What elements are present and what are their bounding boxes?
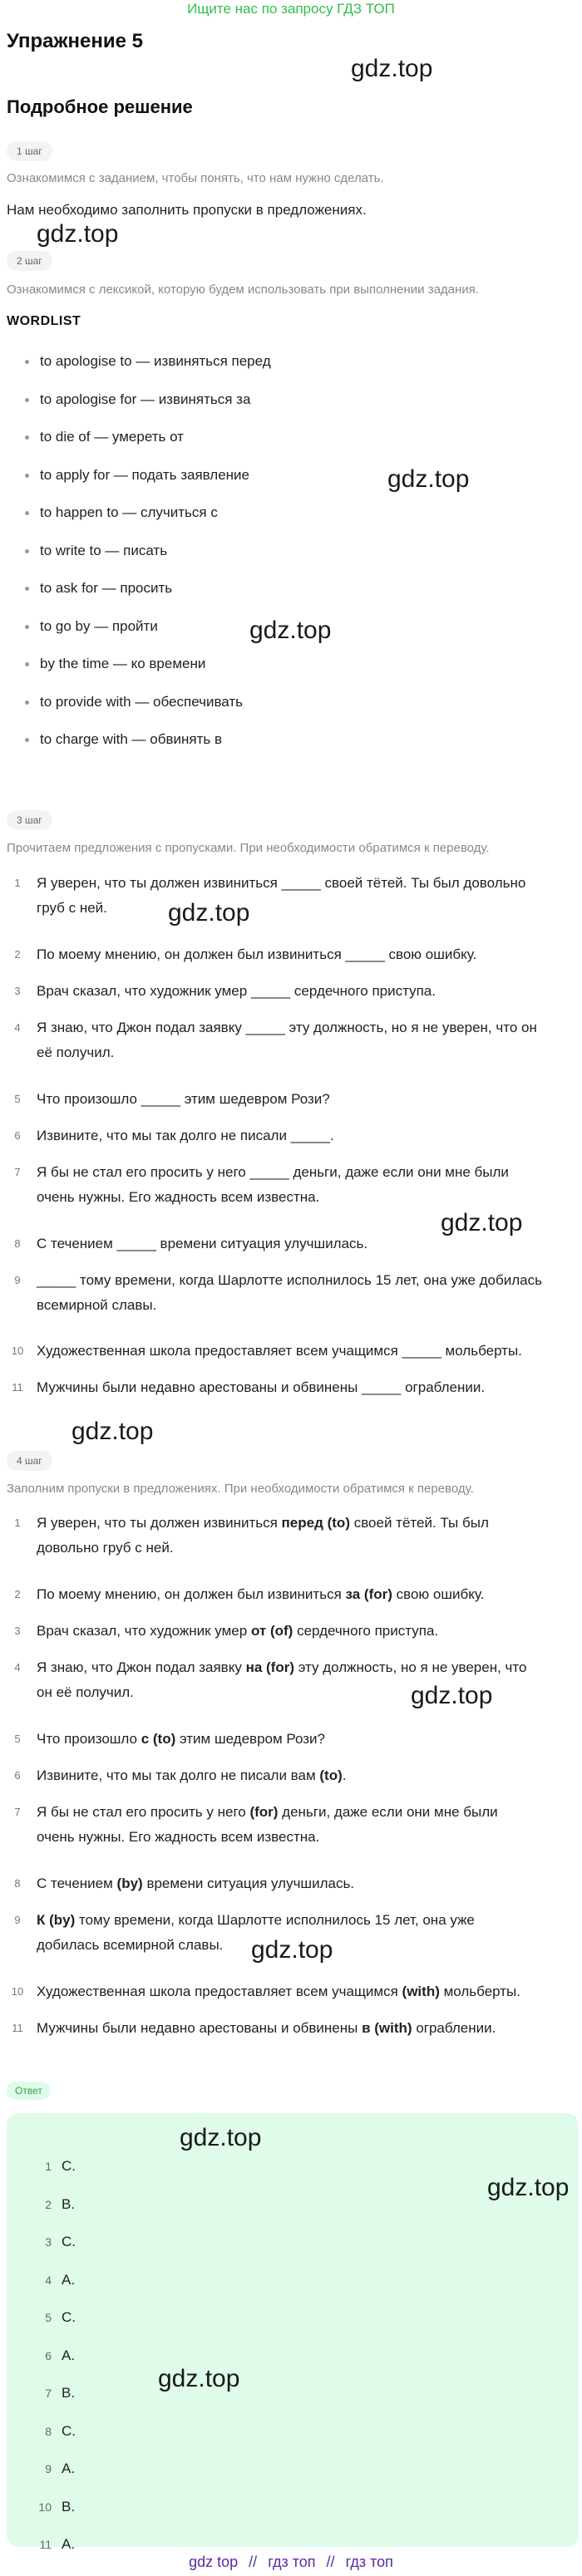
sentence-line: Мужчины были недавно арестованы и обвинены _____ ограблении. xyxy=(37,1379,486,1395)
sentence-post: сердечного приступа. xyxy=(293,1623,439,1639)
sentence-pre: Художественная школа предоставляет всем учащимся xyxy=(37,1984,402,1999)
bullet-icon xyxy=(25,738,29,742)
sentence-number: 6 xyxy=(14,1769,21,1782)
sentence-line xyxy=(37,1871,569,1896)
sentence-post: эту должность, но я не уверен, что xyxy=(294,1659,527,1675)
sentence-pre: Извините, что мы так долго не писали вам xyxy=(37,1767,320,1783)
sentence-post: этим шедевром Рози? xyxy=(175,1731,326,1747)
sentence-pre: По моему мнению, он должен был извиниться xyxy=(37,1586,346,1602)
answer-value: C. xyxy=(62,2309,76,2325)
answer-number: 10 xyxy=(38,2500,52,2514)
sentence-post: ограблении. xyxy=(412,2020,496,2036)
sentence-line: довольно груб с ней. xyxy=(37,1540,174,1556)
sentence-number: 1 xyxy=(14,1517,21,1529)
sentence-line: Я знаю, что Джон подал заявку _____ эту должность, но я не уверен, что он xyxy=(37,1020,537,1035)
sentence-number: 8 xyxy=(14,1237,21,1250)
wordlist-item-text: to ask for — просить xyxy=(40,580,173,596)
sentence-text xyxy=(37,1087,569,1112)
answer-badge: Ответ xyxy=(7,2082,51,2100)
sentence-number: 10 xyxy=(11,1345,24,1357)
wordlist-item xyxy=(25,694,524,732)
sentence-post: свою ошибку. xyxy=(392,1586,485,1602)
sentence-number: 2 xyxy=(14,1588,21,1600)
watermark: gdz.top xyxy=(251,1936,333,1964)
sentence-number: 2 xyxy=(14,948,21,961)
sentence-pre: Я бы не стал его просить у него xyxy=(37,1804,250,1820)
answer-value: C. xyxy=(62,2158,76,2174)
sentence-text xyxy=(37,2016,569,2041)
sentence-pre: С течением xyxy=(37,1875,117,1891)
sentence-text xyxy=(37,1375,569,1400)
sentence-number: 9 xyxy=(14,1914,21,1926)
sentence-pre: Врач сказал, что художник умер xyxy=(37,1623,251,1639)
wordlist-item-text: to happen to — случиться с xyxy=(40,504,218,520)
sentence-pre: Что произошло xyxy=(37,1731,141,1747)
sentence-line xyxy=(37,1655,569,1680)
sentence-number: 4 xyxy=(14,1661,21,1674)
bullet-icon xyxy=(25,662,29,666)
answer-highlight: за (for) xyxy=(345,1586,392,1602)
answer-value: B. xyxy=(62,2385,76,2401)
wordlist-item-text: to go by — пройти xyxy=(40,617,158,634)
answer-number: 11 xyxy=(39,2538,52,2551)
sentence-text xyxy=(37,979,569,1004)
step-1-label: 1 шаг xyxy=(7,141,52,161)
top-banner[interactable]: Ищите нас по запросу ГДЗ ТОП xyxy=(187,1,395,17)
answer-highlight: с (to) xyxy=(141,1731,176,1747)
sentence-line xyxy=(37,1727,569,1752)
sentence-number: 11 xyxy=(12,2022,23,2034)
wordlist-item-text: to apologise to — извиняться перед xyxy=(40,353,271,369)
answer-highlight: (to) xyxy=(319,1767,343,1783)
sentence-text xyxy=(37,1979,569,2004)
answer-number: 7 xyxy=(45,2387,52,2400)
step-1-text: Нам необходимо заполнить пропуски в предложениях. xyxy=(7,202,367,218)
wordlist-title: WORDLIST xyxy=(7,314,81,328)
sentence-text xyxy=(37,1339,569,1364)
sentence-post: тому времени, когда Шарлотте исполнилось 15 лет, она уже xyxy=(75,1912,475,1928)
sentence-text xyxy=(37,1871,569,1896)
answer-number: 8 xyxy=(45,2424,52,2438)
sentence-line xyxy=(37,1619,569,1644)
bullet-icon xyxy=(25,511,29,515)
answer-number: 1 xyxy=(45,2160,52,2173)
sentence-number: 1 xyxy=(14,877,21,889)
footer-link-3[interactable]: гдз топ xyxy=(345,2554,393,2570)
watermark: gdz.top xyxy=(249,617,332,644)
sentence-text xyxy=(37,1727,569,1752)
sentence-post: . xyxy=(342,1767,347,1783)
sentence-pre: Я уверен, что ты должен извиниться xyxy=(37,1515,282,1531)
answer-number: 2 xyxy=(45,2197,52,2211)
watermark: gdz.top xyxy=(72,1418,154,1445)
watermark: gdz.top xyxy=(37,220,119,248)
sentence-text xyxy=(37,1582,569,1607)
watermark: gdz.top xyxy=(487,2174,570,2201)
sentence-line: груб с ней. xyxy=(37,900,107,916)
footer-link-1[interactable]: gdz top xyxy=(189,2554,239,2570)
sentence-pre: Мужчины были недавно арестованы и обвинены xyxy=(37,2020,363,2036)
step-2-label: 2 шаг xyxy=(7,251,52,271)
sentence-text xyxy=(37,871,569,921)
sentence-line: очень нужны. Его жадность всем известна. xyxy=(37,1829,320,1845)
wordlist-item-text: to apologise for — извиняться за xyxy=(40,391,251,407)
bullet-icon xyxy=(25,587,29,591)
watermark: gdz.top xyxy=(387,465,470,493)
wordlist-item xyxy=(25,353,524,391)
wordlist-item xyxy=(25,504,524,543)
sentence-line: Я бы не стал его просить у него _____ деньги, даже если они мне были xyxy=(37,1164,509,1180)
sentence-post: деньги, даже если они мне были xyxy=(278,1804,498,1820)
sentence-text xyxy=(37,1015,569,1065)
footer-links xyxy=(0,2554,582,2571)
answer-highlight: в (with) xyxy=(362,2020,412,2036)
sentence-number: 5 xyxy=(14,1733,21,1745)
sentence-line: Что произошло _____ этим шедевром Рози? xyxy=(37,1091,330,1107)
bullet-icon xyxy=(25,549,29,553)
sentence-line xyxy=(37,2016,569,2041)
answer-highlight: перед (to) xyxy=(281,1515,350,1531)
sentence-post: мольберты. xyxy=(439,1984,520,1999)
sentence-line: её получил. xyxy=(37,1045,115,1060)
sentence-pre: Я знаю, что Джон подал заявку xyxy=(37,1659,246,1675)
sentence-line: С течением _____ времени ситуация улучшилась. xyxy=(37,1236,368,1251)
sentence-text xyxy=(37,942,569,967)
wordlist-item xyxy=(25,543,524,581)
sentence-post: своей тётей. Ты был xyxy=(349,1515,489,1531)
step-3-note: Прочитаем предложения с пропусками. При необходимости обратимся к переводу. xyxy=(7,841,490,855)
sentence-line: _____ тому времени, когда Шарлотте исполнилось 15 лет, она уже добилась xyxy=(37,1272,542,1288)
answer-number: 3 xyxy=(45,2235,52,2249)
answer-value: A. xyxy=(62,2536,76,2552)
wordlist-item xyxy=(25,731,524,769)
sentence-line: Художественная школа предоставляет всем учащимся _____ мольберты. xyxy=(37,1343,522,1359)
sentence-number: 3 xyxy=(14,1625,21,1637)
sentence-line xyxy=(37,1511,569,1536)
answer-number: 9 xyxy=(45,2462,52,2475)
sentence-text xyxy=(37,1763,569,1788)
sentence-line xyxy=(37,1763,569,1788)
sentence-text xyxy=(37,1123,569,1148)
sentence-line xyxy=(37,1979,569,2004)
sentence-text xyxy=(37,1160,569,1210)
bullet-icon xyxy=(25,701,29,705)
sentence-number: 6 xyxy=(14,1129,21,1142)
sentence-line xyxy=(37,1582,569,1607)
sentence-text xyxy=(37,1268,569,1318)
answer-value: C. xyxy=(62,2422,76,2439)
sentence-line: Врач сказал, что художник умер _____ сердечного приступа. xyxy=(37,983,436,999)
footer-sep-1: // xyxy=(249,2554,258,2570)
answer-highlight: (for) xyxy=(249,1804,279,1820)
answer-value: A. xyxy=(62,2347,76,2363)
sentence-line xyxy=(37,1908,569,1933)
bullet-icon xyxy=(25,435,29,440)
bullet-icon xyxy=(25,625,29,629)
footer-link-2[interactable]: гдз топ xyxy=(268,2554,316,2570)
answer-highlight: от (of) xyxy=(250,1623,293,1639)
sentence-line: Я уверен, что ты должен извиниться _____ своей тётей. Ты был довольно xyxy=(37,875,526,891)
sentence-line: он её получил. xyxy=(37,1684,134,1700)
watermark: gdz.top xyxy=(180,2124,262,2151)
sentence-number: 7 xyxy=(14,1166,21,1178)
answer-value: B. xyxy=(62,2195,76,2212)
answer-value: B. xyxy=(62,2498,76,2515)
wordlist-item-text: to charge with — обвинять в xyxy=(40,731,222,747)
answer-number: 5 xyxy=(45,2311,52,2324)
sentence-text xyxy=(37,1511,569,1561)
sentence-line: По моему мнению, он должен был извиниться _____ свою ошибку. xyxy=(37,946,477,962)
step-3-label: 3 шаг xyxy=(7,810,52,830)
sentence-number: 11 xyxy=(12,1381,23,1394)
sentence-number: 4 xyxy=(14,1021,21,1034)
answer-highlight: на (for) xyxy=(245,1659,294,1675)
sentence-line: Извините, что мы так долго не писали _____. xyxy=(37,1128,334,1143)
sentence-line: очень нужны. Его жадность всем известна. xyxy=(37,1189,320,1205)
step-4-label: 4 шаг xyxy=(7,1451,52,1471)
answer-number: 4 xyxy=(45,2273,52,2287)
answer-highlight: (with) xyxy=(402,1984,440,1999)
answer-highlight: (by) xyxy=(116,1875,143,1891)
wordlist-item-text: to apply for — подать заявление xyxy=(40,466,250,483)
wordlist-item xyxy=(25,580,524,618)
watermark: gdz.top xyxy=(411,1682,493,1709)
answer-value: A. xyxy=(62,2271,76,2288)
footer-sep-2: // xyxy=(326,2554,335,2570)
wordlist-item-text: to die of — умереть от xyxy=(40,429,184,445)
watermark: gdz.top xyxy=(168,899,250,927)
answer-value: A. xyxy=(62,2460,76,2476)
wordlist-item xyxy=(25,656,524,694)
sentence-text xyxy=(37,1800,569,1850)
sentence-post: времени ситуация улучшилась. xyxy=(142,1875,355,1891)
sentence-number: 8 xyxy=(14,1877,21,1890)
sentence-line xyxy=(37,1800,569,1825)
wordlist-item-text: to write to — писать xyxy=(40,542,168,558)
page-title: Упражнение 5 xyxy=(7,30,143,52)
answer-highlight: К (by) xyxy=(37,1912,76,1928)
wordlist-item xyxy=(25,429,524,467)
sentence-number: 10 xyxy=(11,1985,24,1998)
sentence-line: всемирной славы. xyxy=(37,1297,157,1313)
sentence-number: 5 xyxy=(14,1093,21,1105)
sentence-text xyxy=(37,1619,569,1644)
bullet-icon xyxy=(25,398,29,402)
wordlist-item xyxy=(25,391,524,430)
solution-heading: Подробное решение xyxy=(7,96,193,117)
step-4-note: Заполним пропуски в предложениях. При необходимости обратимся к переводу. xyxy=(7,1482,474,1496)
step-1-note: Ознакомимся с заданием, чтобы понять, что нам нужно сделать. xyxy=(7,171,384,185)
bullet-icon xyxy=(25,360,29,364)
watermark: gdz.top xyxy=(441,1209,523,1236)
wordlist-item-text: to provide with — обеспечивать xyxy=(40,693,244,710)
watermark: gdz.top xyxy=(351,55,433,82)
sentence-number: 7 xyxy=(14,1806,21,1818)
wordlist-item-text: by the time — ко времени xyxy=(40,656,206,671)
bullet-icon xyxy=(25,474,29,478)
answer-value: C. xyxy=(62,2234,76,2249)
step-2-note: Ознакомимся с лексикой, которую будем использовать при выполнении задания. xyxy=(7,283,479,297)
sentence-line: добилась всемирной славы. xyxy=(37,1937,224,1953)
sentence-number: 9 xyxy=(14,1274,21,1286)
sentence-number: 3 xyxy=(14,985,21,997)
wordlist xyxy=(25,353,524,769)
watermark: gdz.top xyxy=(158,2365,240,2392)
answer-number: 6 xyxy=(45,2348,52,2362)
